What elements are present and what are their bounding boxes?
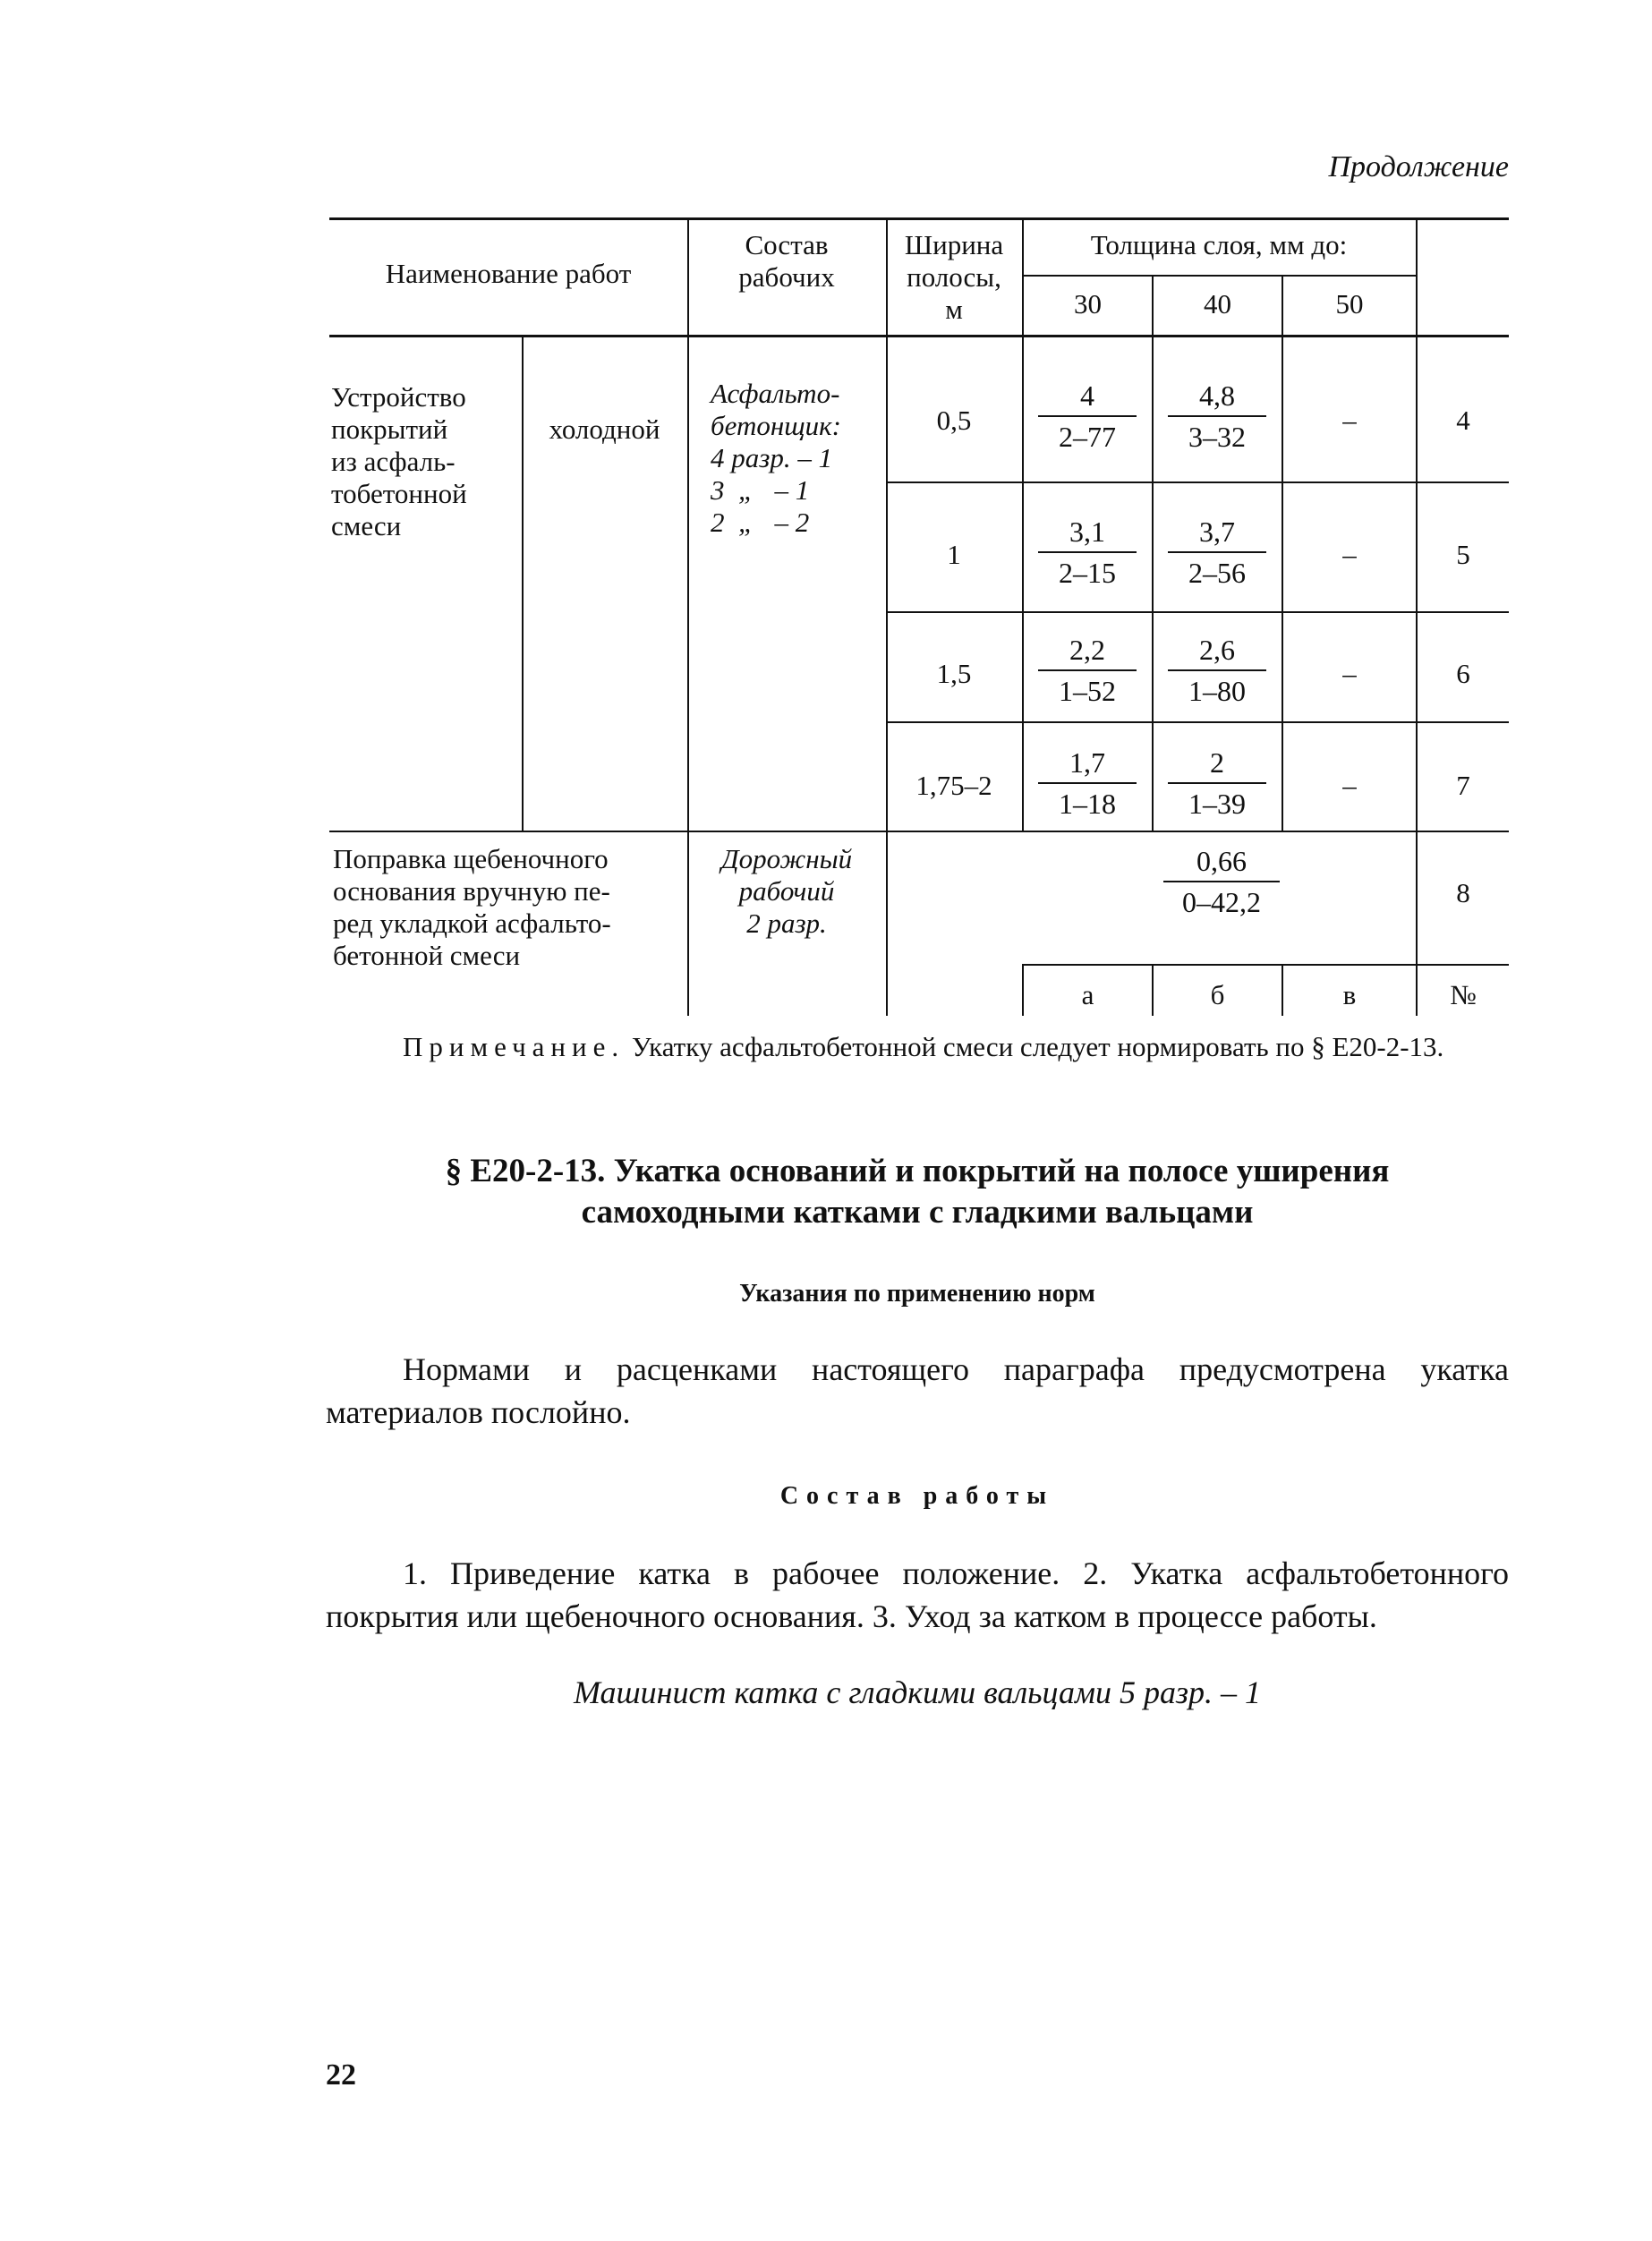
continuation-label: Продолжение	[1328, 150, 1509, 183]
paragraph-work-steps: 1. Приведение катка в рабочее положение. 2. Укатка асфальтобетонного покрытия или щебеночного основания. 3. Уход за катком в процессе работы.	[326, 1555, 1509, 1634]
header-crew: Состав рабочих	[738, 229, 835, 293]
header-width: Ширина полосы, м	[904, 229, 1004, 325]
table-cell-dash: –	[1342, 539, 1357, 570]
header-work-name: Наименование работ	[385, 258, 632, 289]
work-composition-heading: Состав работы	[779, 1482, 1055, 1510]
table-row-width: 1	[947, 539, 961, 570]
header-thickness-50: 50	[1335, 288, 1364, 320]
header-thickness-40: 40	[1204, 288, 1231, 320]
note-text: Укатку асфальтобетонной смеси следует нормировать по § Е20-2-13.	[625, 1031, 1444, 1062]
column-letter-b: б	[1210, 979, 1225, 1010]
table-cell-fraction: $\frac{4,8}{3-32}$	[1168, 379, 1266, 453]
table-cell-dash: –	[1342, 658, 1357, 689]
crew-composition: Машинист катка с гладкими вальцами 5 разр. – 1	[573, 1674, 1261, 1710]
section-subheading: Указания по применению норм	[739, 1280, 1095, 1308]
table-cell-fraction: $\frac{3,1}{2-15}$	[1038, 516, 1137, 589]
group-mix-type: холодной	[549, 413, 660, 445]
table-cell-fraction: $\frac{1,7}{1-18}$	[1038, 746, 1137, 820]
row8-work-name: Поправка щебеночного основания вручную пе- ред укладкой асфальто- бетонной смеси	[333, 843, 611, 971]
table-note	[326, 1029, 1507, 1065]
table-row-number: 6	[1456, 658, 1470, 689]
table-row-width: 0,5	[936, 405, 972, 436]
row8-crew: Дорожный рабочий 2 разр.	[720, 843, 853, 939]
group-work-name: Устройство покрытий из асфаль- тобетонной смеси	[331, 381, 467, 541]
row8-value-fraction: $\frac{0,66}{0-42,2}$	[1163, 845, 1280, 918]
group-crew: Асфальто- бетонщик: 4 разр. – 1 3 „ – 1 2 „ – 2	[711, 378, 841, 538]
table-cell-dash: –	[1342, 770, 1357, 801]
table-cell-dash: –	[1342, 405, 1357, 436]
table-cell-fraction: $\frac{2}{1-39}$	[1168, 746, 1266, 820]
header-thickness: Толщина слоя, мм до:	[1090, 229, 1348, 260]
column-letter-v: в	[1342, 979, 1357, 1010]
column-letter-a: а	[1081, 979, 1094, 1010]
page-number: 22	[326, 2058, 356, 2092]
row8-number: 8	[1456, 877, 1470, 908]
table-cell-fraction: $\frac{2,6}{1-80}$	[1168, 634, 1266, 707]
table-cell-fraction: $\frac{4}{2-77}$	[1038, 379, 1137, 453]
header-thickness-30: 30	[1074, 288, 1102, 320]
section-title: § Е20-2-13. Укатка оснований и покрытий на полосе уширения самоходными катками с гладкими вальцами	[445, 1153, 1390, 1231]
paragraph-application: Нормами и расценками настоящего параграфа предусмотрена укатка материалов послойно.	[326, 1351, 1509, 1430]
table-row-number: 4	[1456, 405, 1470, 436]
table-row-number: 5	[1456, 539, 1470, 570]
note-label: Примечание.	[403, 1031, 626, 1062]
table-cell-fraction: $\frac{2,2}{1-52}$	[1038, 634, 1137, 707]
table-row-number: 7	[1456, 770, 1470, 801]
table-row-width: 1,75–2	[915, 770, 992, 801]
column-number-sign: №	[1450, 979, 1477, 1010]
table-row-width: 1,5	[936, 658, 972, 689]
table-cell-fraction: $\frac{3,7}{2-56}$	[1168, 516, 1266, 589]
